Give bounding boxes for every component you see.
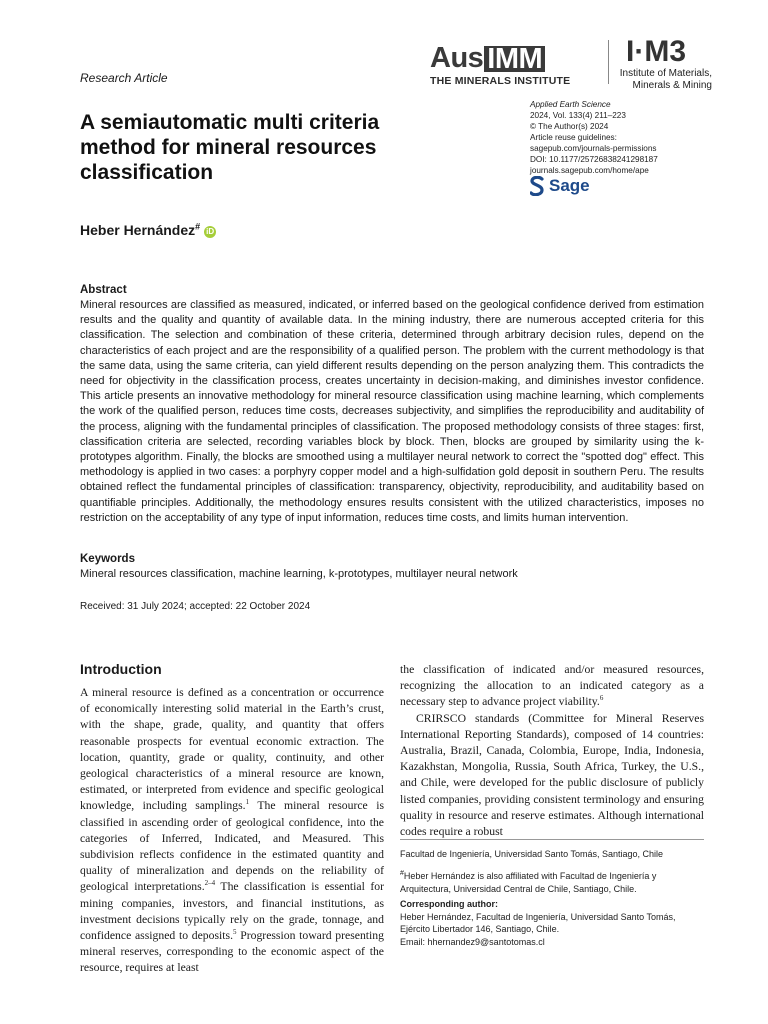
doi-link[interactable]: DOI: 10.1177/25726838241298187 bbox=[530, 155, 658, 164]
intro-paragraph-2: CRIRSCO standards (Committee for Mineral Reserves International Reporting Standards), composed of 14 countries: Australia, Brazil, Canada, Colombia, Europe, India, Indonesia, Kazakhstan, Mongolia, Russia, South Africa, Turkey, the U.S., and Chile, were developed for the public disclosure of publicly listed companies, providing consistent terminology and ensuring quality in resource and reserve estimates. Although international codes require a robust bbox=[400, 711, 704, 839]
journal-name: Applied Earth Science bbox=[530, 100, 611, 109]
corresponding-author-block bbox=[400, 898, 704, 948]
sage-wordmark: Sage bbox=[549, 176, 590, 195]
article-meta bbox=[530, 99, 720, 176]
intro-paragraph-1-cont bbox=[400, 662, 704, 711]
intro-column-right bbox=[400, 662, 704, 840]
abstract-text: Mineral resources are classified as measured, indicated, or inferred based on the geological confidence derived from estimation results and the quality and quantity of available data. In the mining industry, there are numerous accepted criteria for this classification. The selection and combination of these criteria, determined through arbitrary decision rules, depend on the characteristics of each project and are the responsibility of a qualified person. The problem with the current methodology is that the same data, using the same criteria, can yield different results depending on the person analyzing them. This contradicts the need for objectivity in the classification process, creates uncertainty in decision-making, and diminishes investor confidence. This article presents an innovative methodology for mineral resource classification using machine learning, which complements the work of the qualified person, reduces time costs, decreases subjectivity, and simplifies the reproducibility and auditability of the process, aligning with the fundamental principles of classification. The proposed methodology consists of three stages: first, classification criteria are selected, recording variables block by block. Then, blocks are grouped by similarity using the k-prototypes algorithm. Finally, the blocks are smoothed using a multilayer neural network to correct the "spotted dog" effect. This methodology is applied in two cases: a porphyry copper model and a high-sulfidation gold deposit in southern Peru. The results obtained reflect the fundamental principles of classification: transparency, objectivity, reproducibility, and auditability based on quantifiable principles. Additionally, the methodology ensures results consistent with the utilized characteristics, imposes no restriction on the acceptability of any type of input information, reduces time costs, and limits human intervention. bbox=[80, 299, 704, 524]
ausimm-logo bbox=[430, 44, 602, 87]
sage-s-icon bbox=[530, 176, 544, 196]
ausimm-wordmark-part2: IMM bbox=[484, 46, 545, 72]
intro-column-left bbox=[80, 685, 384, 977]
corresponding-author-label: Corresponding author: bbox=[400, 899, 498, 909]
author-note-text: Heber Hernández is also affiliated with Facultad de Ingeniería y Arquitectura, Universidad Central de Chile, Santiago, Chile. bbox=[400, 871, 657, 894]
abstract-heading: Abstract bbox=[80, 284, 127, 296]
author-note-footnote bbox=[400, 870, 704, 895]
reuse-label: Article reuse guidelines: bbox=[530, 133, 617, 142]
sage-logo bbox=[530, 176, 590, 196]
citation-ref[interactable]: 1 bbox=[245, 798, 250, 807]
intro-p1-part-a: A mineral resource is defined as a concentration or occurrence of economically interesting solid material in the Earth’s crust, with the shape, grade, quality, and quantity that offers reasonable prospects for eventual economic extraction. The location, quantity, grade or quality, continuity, and other geological characteristics of a mineral resource are known, estimated, or interpreted from evidence and specific geological knowledge, including samplings. bbox=[80, 686, 384, 813]
author-line bbox=[80, 222, 216, 238]
iom3-logo bbox=[612, 36, 712, 92]
ausimm-wordmark bbox=[430, 44, 602, 73]
intro-p2-text: the classification of indicated and/or measured resources, recognizing the allocation to an indicated category as a necessary step to advance project viability. bbox=[400, 663, 704, 709]
intro-p1-part-b: The mineral resource is classified in ascending order of geological confidence, into the categories of Inferred, Indicated, and Measured. This subdivision reflects confidence in the estimated quantity and quality of mineralization and depends on the reliability of geological interpretations. bbox=[80, 799, 384, 894]
received-dates: Received: 31 July 2024; accepted: 22 October 2024 bbox=[80, 601, 311, 612]
intro-p1-part-c: The classification is essential for mining companies, investors, and financial institutions, as investment decisions typically rely on the grade, tonnage, and confidence assigned to deposits. bbox=[80, 880, 384, 943]
footnote-rule bbox=[400, 839, 704, 840]
intro-paragraph-1 bbox=[80, 685, 384, 977]
article-title: A semiautomatic multi criteria method for mineral resources classification bbox=[80, 111, 380, 184]
ausimm-subtitle: THE MINERALS INSTITUTE bbox=[430, 75, 571, 87]
iom3-line1: Institute of Materials, bbox=[619, 68, 712, 79]
citation-ref[interactable]: 5 bbox=[233, 928, 237, 937]
author-name[interactable]: Heber Hernández bbox=[80, 222, 196, 238]
corresponding-author-line2: Ejército Libertador 146, Santiago, Chile. bbox=[400, 924, 560, 934]
keywords-heading: Keywords bbox=[80, 553, 135, 565]
intro-p1-part-d: Progression toward presenting mineral reserves, corresponding to the economic aspect of the resource, requires at least bbox=[80, 929, 384, 975]
orcid-icon[interactable]: iD bbox=[206, 227, 215, 236]
keywords-text: Mineral resources classification, machine learning, k-prototypes, multilayer neural network bbox=[80, 568, 518, 580]
journal-link[interactable]: journals.sagepub.com/home/ape bbox=[530, 166, 649, 175]
copyright: © The Author(s) 2024 bbox=[530, 122, 609, 131]
journal-volume: 2024, Vol. 133(4) 211–223 bbox=[530, 111, 626, 120]
logo-divider bbox=[608, 40, 609, 84]
affiliation-footnote: Facultad de Ingeniería, Universidad Santo Tomás, Santiago, Chile bbox=[400, 849, 663, 859]
iom3-line2: Minerals & Mining bbox=[632, 80, 712, 91]
citation-ref[interactable]: 2–4 bbox=[204, 879, 216, 888]
author-mark: # bbox=[195, 221, 201, 232]
iom3-wordmark: I·M3 bbox=[626, 35, 686, 68]
corresponding-author-line1: Heber Hernández, Facultad de Ingeniería, Universidad Santo Tomás, bbox=[400, 911, 676, 922]
reuse-link[interactable]: sagepub.com/journals-permissions bbox=[530, 144, 657, 153]
article-type-label: Research Article bbox=[80, 71, 168, 85]
introduction-heading: Introduction bbox=[80, 661, 162, 677]
corresponding-author-email[interactable]: Email: hhernandez9@santotomas.cl bbox=[400, 936, 545, 947]
citation-ref[interactable]: 6 bbox=[599, 694, 604, 703]
author-note-mark: # bbox=[400, 870, 404, 877]
ausimm-wordmark-part1: Aus bbox=[430, 42, 484, 74]
